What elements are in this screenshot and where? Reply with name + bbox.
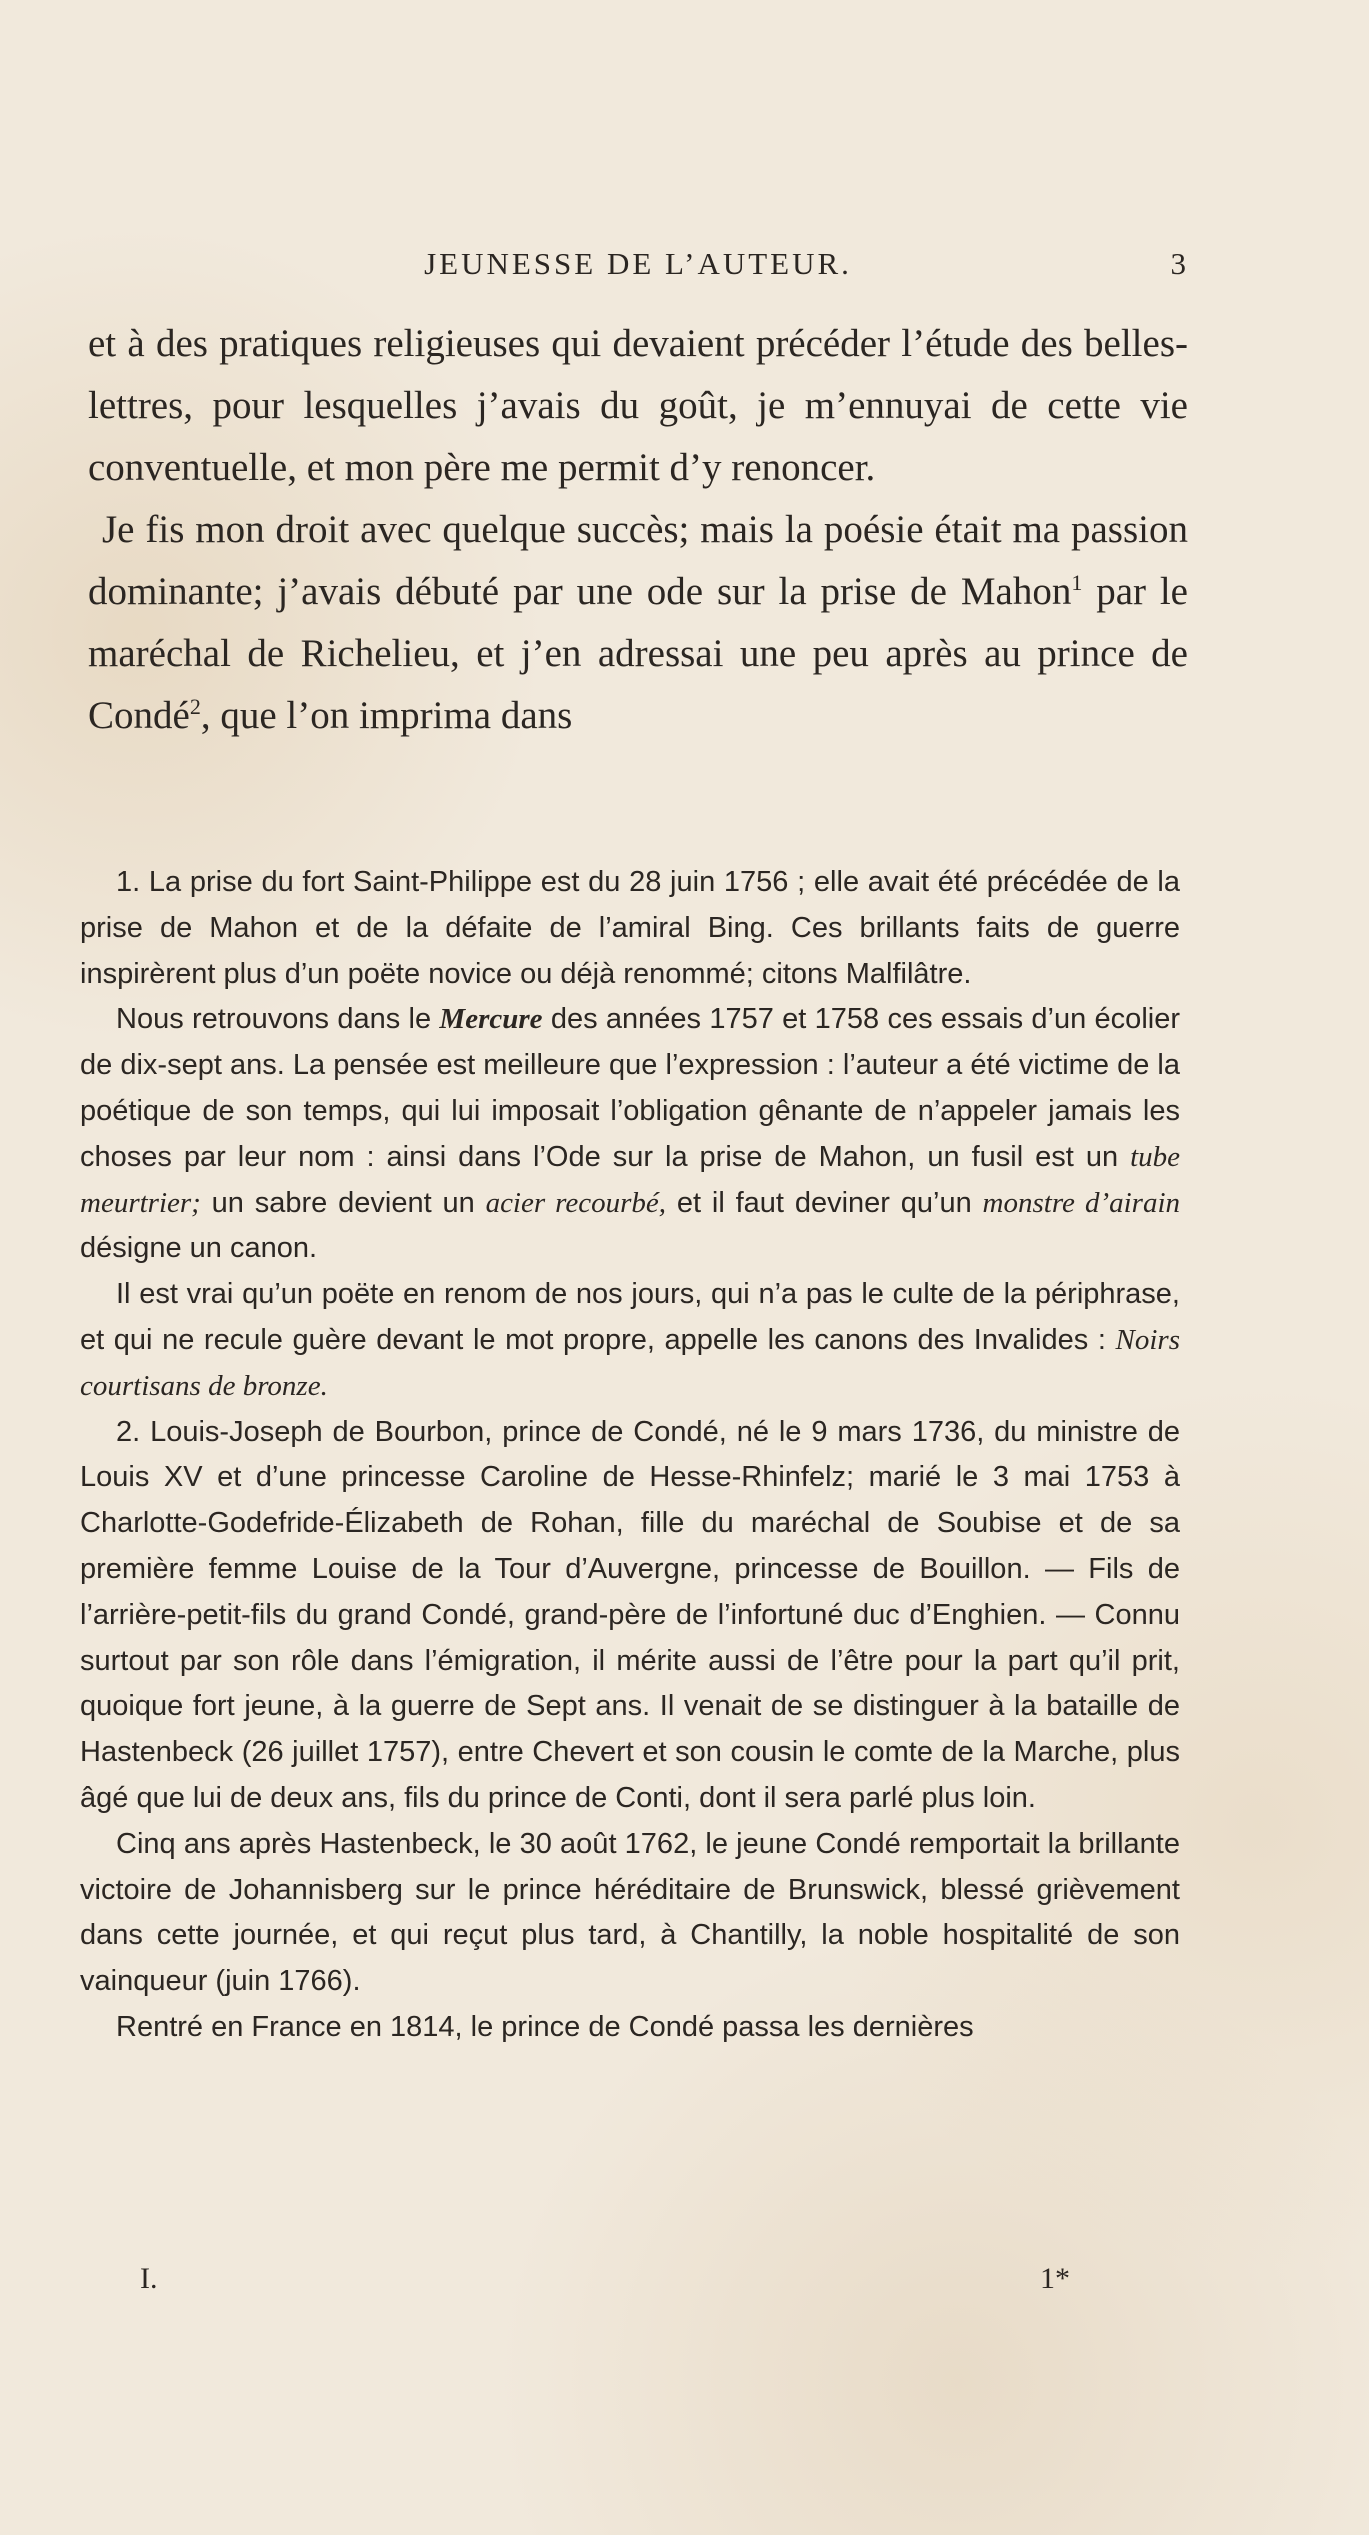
footnote-1-paragraph-1: 1. La prise du fort Saint-Philippe est du 28 juin 1756 ; elle avait été précédée de la prise de Mahon et de la défaite de l’amiral Bing. Ces brillants faits de guerre inspirèrent plus d’un poëte novice ou déjà renommé; citons Malfilâtre. <box>80 866 1180 990</box>
note-text-segment: Il est vrai qu’un poëte en renom de nos jours, qui n’a pas le culte de la périphrase, et qui ne recule guère devant le mot propre, appelle les canons des Invalides : <box>80 1278 1180 1356</box>
main-text <box>88 313 1188 747</box>
italic-mercure: Mercure <box>439 1003 543 1036</box>
footnote-1-paragraph-3 <box>80 1272 1180 1409</box>
footnote-2-paragraph-1: 2. Louis-Joseph de Bourbon, prince de Condé, né le 9 mars 1736, du ministre de Louis XV et d’une princesse Caroline de Hesse-Rhinfelz; marié le 3 mai 1753 à Charlotte-Godefride-Élizabeth de Rohan, fille du maréchal de Soubise et de sa première femme Louise de la Tour d’Auvergne, princesse de Bouillon. — Fils de l’arrière-petit-fils du grand Condé, grand-père de l’infortuné duc d’Enghien. — Connu surtout par son rôle dans l’émigration, il mérite aussi de l’être pour la part qu’il prit, quoique fort jeune, à la guerre de Sept ans. Il venait de se distinguer à la bataille de Hastenbeck (26 juillet 1757), entre Chevert et son cousin le comte de la Marche, plus âgé que lui de deux ans, fils du prince de Conti, dont il sera parlé plus loin. <box>80 1415 1180 1814</box>
footnotes <box>80 860 1180 2051</box>
footnote-1-paragraph-2 <box>80 997 1180 1272</box>
body-text-segment: par le maréchal de Richelieu, et j’en adressai une peu après au prince de Condé <box>88 570 1188 737</box>
footnote-ref-1: 1 <box>1071 570 1083 595</box>
note-text-segment: désigne un canon. <box>80 1232 318 1265</box>
note-text-segment: des années 1757 et 1758 ces essais d’un écolier de dix-sept ans. La pensée est meilleure que l’expression : l’auteur a été victime de la poétique de son temps, qui lui imposait l’obligation gênante de n’appeler jamais les choses par leur nom : ainsi dans l’Ode sur la prise de Mahon, un fusil est un <box>80 1003 1180 1173</box>
body-paragraph-1: et à des pratiques religieuses qui devaient précéder l’étude des belles-lettres, pour lesquelles j’avais du goût, je m’ennuyai de cette vie conventuelle, et mon père me permit d’y renoncer. <box>88 322 1188 489</box>
running-title: JEUNESSE DE L’AUTEUR. <box>424 246 852 281</box>
page-number: 3 <box>1170 246 1186 281</box>
footnote-ref-2: 2 <box>189 694 201 719</box>
note-text-segment: un sabre devient un <box>200 1186 486 1219</box>
italic-noirs-courtisans: Noirs courtisans de bronze. <box>80 1323 1180 1402</box>
body-text-segment: , que l’on imprima dans <box>200 694 573 737</box>
footnote-2-paragraph-3: Rentré en France en 1814, le prince de Condé passa les dernières <box>116 2010 974 2043</box>
body-text-segment: Je fis mon droit avec quelque succès; mais la poésie était ma passion dominante; j’avais débuté par une ode sur la prise de Mahon <box>88 508 1188 613</box>
page-footer <box>140 2262 1070 2302</box>
note-text-segment: Nous retrouvons dans le <box>116 1003 440 1036</box>
signature-mark-right: 1* <box>1040 2262 1070 2295</box>
note-text-segment: et il faut deviner qu’un <box>666 1186 983 1219</box>
body-paragraph-2 <box>88 499 1188 747</box>
page-header <box>88 246 1186 286</box>
italic-acier-recourbe: acier recourbé, <box>485 1186 667 1219</box>
italic-tube-meurtrier: tube meurtrier; <box>80 1140 1180 1219</box>
italic-monstre-airain: monstre d’airain <box>982 1186 1180 1219</box>
footnote-2-paragraph-2: Cinq ans après Hastenbeck, le 30 août 1762, le jeune Condé remportait la brillante victoire de Johannisberg sur le prince héréditaire de Brunswick, blessé grièvement dans cette journée, et qui reçut plus tard, à Chantilly, la noble hospitalité de son vainqueur (juin 1766). <box>80 1827 1180 1998</box>
signature-mark-left: I. <box>140 2262 158 2295</box>
